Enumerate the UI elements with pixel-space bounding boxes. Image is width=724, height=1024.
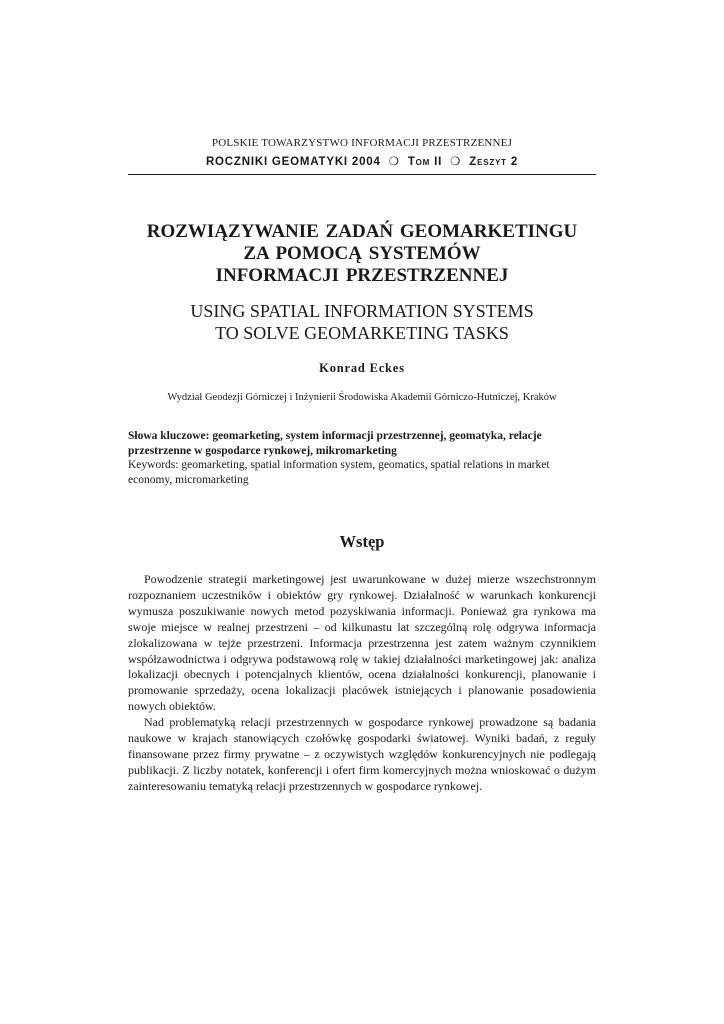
- journal-name: ROCZNIKI GEOMATYKI 2004: [205, 156, 381, 168]
- title-polish: ROZWIĄZYWANIE ZADAŃ GEOMARKETINGU ZA POMOCĄ SYSTEMÓW INFORMACJI PRZESTRZENNEJ: [146, 221, 578, 286]
- section-heading: Wstęp: [339, 532, 385, 551]
- separator-icon: ❍: [450, 156, 462, 168]
- paragraph: Powodzenie strategii marketingowej jest uwarunkowane w dużej mierze wszechstronnym rozpoznaniem uczestników i obiektów gry rynkowej. Działalność w warunkach konkurencji wymusza poszukiwanie nowych metod pozyskiwania informacji. Ponieważ gra rynkowa ma swoje miejsce w realnej przestrzeni – od kilkunastu lat szczególną rolę odgrywa informacja zlokalizowana w tejże przestrzeni. Informacja przestrzenna jest zatem ważnym czynnikiem współzawodnictwa i odgrywa podstawową rolę w takiej działalności marketingowej jak: analiza lokalizacji obecnych i potencjalnych klientów, ocena działalności konkurencji, planowanie i promowanie sprzedaży, ocena lokalizacji placówek istniejących i planowanie posadowienia nowych obiektów.: [128, 572, 596, 714]
- title-english: USING SPATIAL INFORMATION SYSTEMS TO SOLVE GEOMARKETING TASKS: [190, 301, 534, 343]
- journal-volume: Tom II: [407, 156, 443, 168]
- section-body: [128, 572, 596, 795]
- journal-issue: Zeszyt 2: [469, 156, 519, 168]
- keywords-block: [128, 429, 592, 487]
- keywords-polish: Słowa kluczowe: geomarketing, system informacji przestrzennej, geomatyka, relacje przestrzenne w gospodarce rynkowej, mikromarketing: [128, 430, 542, 457]
- journal-header: [128, 154, 596, 168]
- keywords-english: Keywords: geomarketing, spatial information system, geomatics, spatial relations in market economy, micromarketing: [128, 459, 550, 486]
- separator-icon: ❍: [388, 156, 400, 168]
- society-name: POLSKIE TOWARZYSTWO INFORMACJI PRZESTRZENNEJ: [211, 137, 513, 149]
- header-divider: [128, 174, 596, 175]
- paragraph: Nad problematyką relacji przestrzennych w gospodarce rynkowej prowadzone są badania naukowe w krajach stanowiących czołówkę gospodarki światowej. Wyniki badań, z reguły finansowane przez firmy prywatne – z oczywistych względów konkurencyjnych nie podlegają publikacji. Z liczby notatek, konferencji i ofert firm komercyjnych można wnioskować o dużym zainteresowaniu tematyką relacji przestrzennych w gospodarce rynkowej.: [128, 715, 596, 793]
- author-name: Konrad Eckes: [319, 361, 405, 375]
- author-affiliation: Wydział Geodezji Górniczej i Inżynierii Środowiska Akademii Górniczo-Hutniczej, Kraków: [167, 392, 557, 403]
